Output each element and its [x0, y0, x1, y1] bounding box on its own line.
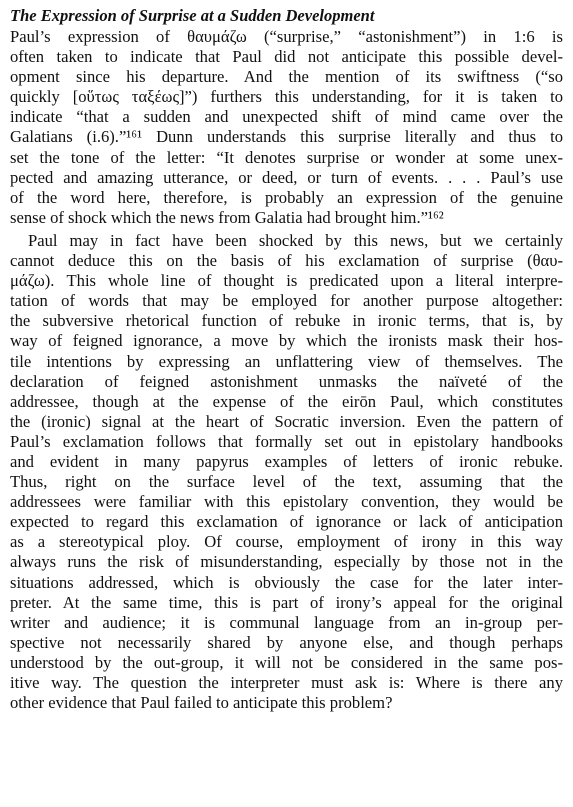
text-line: μάζω). This whole line of thought is predicated upon a literal interpre-: [10, 271, 563, 291]
text-line: spective not necessarily shared by anyone else, and though perhaps: [10, 632, 563, 652]
text-line: Paul’s expression of θαυμάζω (“surprise,” “astonishment”) in 1:6 is: [10, 27, 563, 46]
text-line: itive way. The question the interpreter must ask is: Where is there any: [10, 673, 563, 692]
text-line: sense of shock which the news from Galatia had brought him.”¹⁶²: [10, 207, 444, 227]
text-line: quickly [οὕτως ταξέως]”) furthers this understanding, for it is taken to: [10, 87, 563, 107]
text-line: Thus, right on the surface level of the text, assuming that the: [10, 472, 563, 492]
text-line: tation of words that may be employed for another purpose altogether:: [10, 291, 563, 311]
paragraph-1: [10, 27, 563, 228]
text-line: set the tone of the letter: “It denotes surprise or wonder at some unex-: [10, 147, 563, 167]
text-line: Galatians (i.6).”¹⁶¹ Dunn understands this surprise literally and thus to: [10, 127, 563, 147]
text-line: opment since his departure. And the mention of its swiftness (“so: [10, 67, 563, 87]
text-line: of the word here, therefore, is probably an expression of the genuine: [10, 187, 563, 207]
text-line: pected and amazing utterance, or deed, or turn of events. . . . Paul’s use: [10, 167, 563, 187]
text-line: Paul’s exclamation follows that formally set out in epistolary handbooks: [10, 431, 563, 451]
text-line: always runs the risk of misunderstanding, especially by those not in the: [10, 552, 563, 572]
text-line: understood by the out-group, it will not be considered in the same pos-: [10, 652, 563, 672]
text-line: Paul may in fact have been shocked by this news, but we certainly: [28, 230, 563, 250]
text-line: as a stereotypical ploy. Of course, employment of irony in this way: [10, 532, 563, 552]
section-heading: The Expression of Surprise at a Sudden Development: [10, 6, 375, 25]
text-line: preter. At the same time, this is part of irony’s appeal for the original: [10, 592, 563, 612]
text-line: writer and audience; it is communal language from an in-group per-: [10, 612, 563, 632]
paragraph-2: [10, 231, 563, 713]
text-line: indicate “that a sudden and unexpected shift of mind came over the: [10, 107, 563, 127]
text-line: other evidence that Paul failed to anticipate this problem?: [10, 693, 393, 713]
text-line: expected to regard this exclamation of ignorance or lack of anticipation: [10, 512, 563, 532]
text-line: way of feigned ignorance, a move by which the ironists mask their hos-: [10, 331, 563, 351]
text-line: the subversive rhetorical function of rebuke in ironic terms, that is, by: [10, 311, 563, 331]
text-line: the (ironic) signal at the heart of Socratic inversion. Even the pattern of: [10, 411, 563, 431]
text-line: often taken to indicate that Paul did not anticipate this possible devel-: [10, 47, 563, 67]
text-line: tile intentions by expressing an unflattering view of themselves. The: [10, 351, 563, 371]
text-line: and evident in many papyrus examples of letters of ironic rebuke.: [10, 451, 563, 471]
text-line: addressee, though at the expense of the eirōn Paul, which constitutes: [10, 391, 563, 411]
text-line: addressees were familiar with this epistolary convention, they would be: [10, 492, 563, 512]
text-line: situations addressed, which is obviously the case for the later inter-: [10, 572, 563, 592]
text-line: declaration of feigned astonishment unmasks the naïveté of the: [10, 371, 563, 391]
text-line: cannot deduce this on the basis of his exclamation of surprise (θαυ-: [10, 251, 563, 271]
